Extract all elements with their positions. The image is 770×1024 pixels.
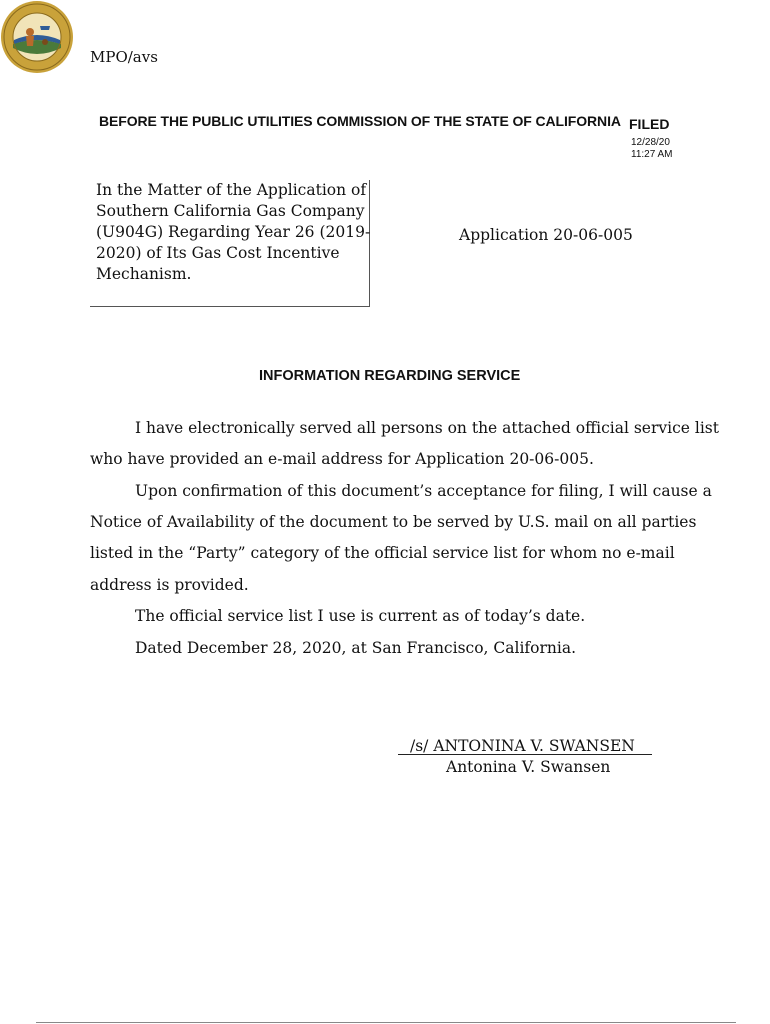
body-line: Dated December 28, 2020, at San Francisco, California. — [135, 639, 576, 657]
body-line: The official service list I use is current as of today’s date. — [135, 607, 586, 625]
signature-line: /s/ ANTONINA V. SWANSEN — [410, 737, 635, 755]
document-title: INFORMATION REGARDING SERVICE — [259, 368, 521, 384]
case-caption-box — [90, 180, 370, 307]
case-caption — [96, 180, 370, 285]
commission-heading: BEFORE THE PUBLIC UTILITIES COMMISSION OF THE STATE OF CALIFORNIA — [99, 113, 621, 129]
caption-line: In the Matter of the Application of — [96, 181, 367, 199]
filed-time: 11:27 AM — [631, 149, 673, 160]
caption-line: Mechanism. — [96, 265, 192, 283]
signer-name: Antonina V. Swansen — [446, 758, 611, 776]
body-line: I have electronically served all persons on the attached official service list — [135, 419, 719, 437]
body-line: Notice of Availability of the document to be served by U.S. mail on all parties — [90, 513, 697, 531]
body-line: who have provided an e-mail address for Application 20-06-005. — [90, 450, 594, 468]
application-number: Application 20-06-005 — [459, 226, 633, 244]
body-line: address is provided. — [90, 576, 249, 594]
caption-line: (U904G) Regarding Year 26 (2019- — [96, 223, 371, 241]
filed-stamp-datetime — [631, 137, 673, 161]
body-line: Upon confirmation of this document’s acceptance for filing, I will cause a — [135, 482, 712, 500]
caption-line: 2020) of Its Gas Cost Incentive — [96, 244, 340, 262]
author-initials: MPO/avs — [90, 48, 158, 66]
footer-divider — [36, 1022, 736, 1023]
filed-date: 12/28/20 — [631, 137, 670, 148]
signature-rule — [398, 754, 652, 755]
filed-stamp-label: FILED — [629, 116, 670, 132]
body-line: listed in the “Party” category of the official service list for whom no e-mail — [90, 544, 675, 562]
caption-line: Southern California Gas Company — [96, 202, 365, 220]
commission-seal-icon — [0, 0, 74, 74]
